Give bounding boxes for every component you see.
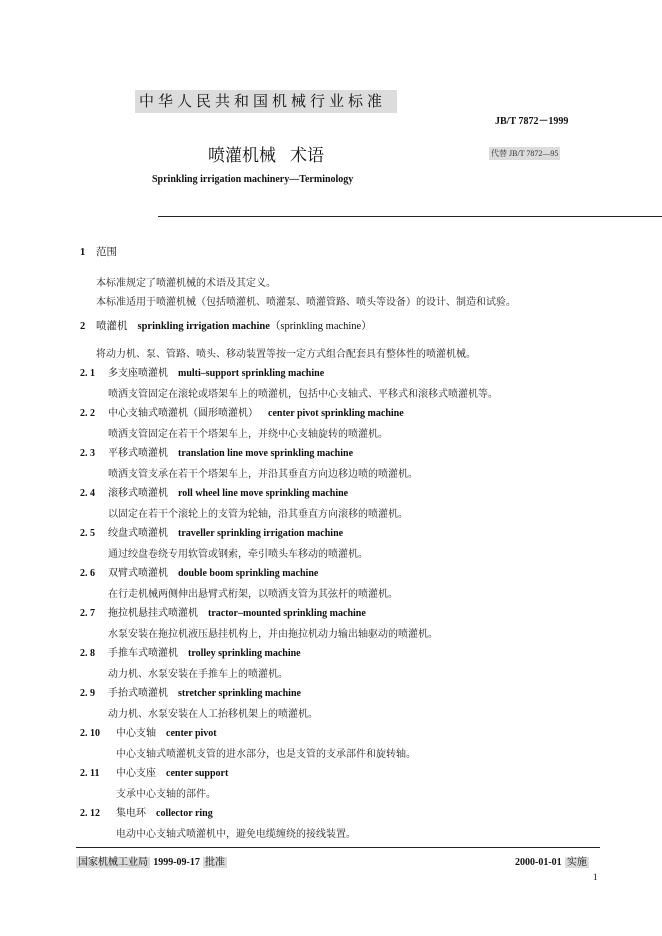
header-divider: [158, 216, 662, 217]
term-heading: [80, 484, 348, 499]
standard-number: JB/T 7872－1999: [495, 116, 569, 127]
term-definition: 以固定在若干个滚轮上的支管为轮轴，沿其垂直方向滚移的喷灌机。: [108, 509, 408, 520]
footer-effective: [515, 853, 589, 868]
term-number: 2. 6: [80, 568, 95, 579]
section-title: 范围: [96, 246, 117, 258]
term-number: 2. 8: [80, 648, 95, 659]
term-number: 2. 5: [80, 528, 95, 539]
term-en: center support: [166, 768, 229, 779]
title-part-2: 术语: [290, 146, 324, 166]
section-number: 1: [80, 247, 86, 258]
term-en: multi–support sprinkling machine: [178, 368, 325, 379]
issue-date: 1999-09-17: [153, 857, 200, 868]
term-cn: 中心支轴式喷灌机（圆形喷灌机）: [108, 408, 258, 419]
term-heading: [80, 724, 217, 739]
term-en: double boom sprinkling machine: [178, 568, 319, 579]
term-number: 2. 7: [80, 608, 95, 619]
term-definition: 喷洒支管固定在滚轮或塔架车上的喷灌机，包括中心支轴式、平移式和滚移式喷灌机等。: [108, 389, 498, 400]
standard-category-band: 中华人民共和国机械行业标准: [135, 90, 397, 113]
term-cn: 中心支座: [116, 768, 156, 779]
footer-issue: [76, 853, 227, 868]
section-title-cn: 喷灌机: [96, 320, 128, 332]
term-heading: [80, 604, 366, 619]
section-1-paragraph: 本标准规定了喷灌机械的术语及其定义。: [96, 278, 276, 289]
term-cn: 平移式喷灌机: [108, 448, 168, 459]
term-number: 2. 3: [80, 448, 95, 459]
section-2-paragraph: 将动力机、泵、管路、喷头、移动装置等按一定方式组合配套具有整体性的喷灌机械。: [96, 349, 476, 360]
term-number: 2. 1: [80, 368, 95, 379]
term-heading: [80, 404, 404, 419]
term-heading: [80, 804, 213, 819]
term-number: 2. 12: [80, 808, 100, 819]
section-1-paragraph: 本标准适用于喷灌机械（包括喷灌机、喷灌泵、喷灌管路、喷头等设备）的设计、制造和试验。: [96, 297, 516, 308]
replaces-note: 代替 JB/T 7872—95: [491, 149, 559, 158]
term-en: center pivot: [166, 728, 217, 739]
page-number: 1: [593, 872, 598, 882]
term-en: roll wheel line move sprinkling machine: [178, 488, 349, 499]
term-definition: 在行走机械两侧伸出悬臂式桁架，以喷洒支管为其弦杆的喷灌机。: [108, 589, 398, 600]
term-en: translation line move sprinkling machine: [178, 448, 354, 459]
term-heading: [80, 764, 228, 779]
term-heading: [80, 644, 301, 659]
term-heading: [80, 524, 343, 539]
term-heading: [80, 684, 301, 699]
english-title: Sprinkling irrigation machinery—Terminology: [152, 174, 354, 185]
term-heading: [80, 364, 324, 379]
term-cn: 拖拉机悬挂式喷灌机: [108, 608, 198, 619]
term-definition: 动力机、水泵安装在人工抬移机架上的喷灌机。: [108, 709, 318, 720]
term-cn: 中心支轴: [116, 728, 156, 739]
term-en: collector ring: [156, 808, 213, 819]
term-cn: 集电环: [116, 808, 146, 819]
effective-date: 2000-01-01: [515, 857, 562, 868]
term-definition: 电动中心支轴式喷灌机中，避免电缆缠绕的接线装置。: [116, 829, 356, 840]
issue-label: 批准: [205, 857, 226, 868]
term-number: 2. 2: [80, 408, 95, 419]
term-en: stretcher sprinkling machine: [178, 688, 301, 699]
term-heading: [80, 564, 318, 579]
term-definition: 中心支轴式喷灌机支管的进水部分，也是支管的支承部件和旋转轴。: [116, 749, 416, 760]
term-heading: [80, 444, 353, 459]
section-1-heading: [80, 244, 117, 259]
term-cn: 滚移式喷灌机: [108, 488, 168, 499]
title-part-1: 喷灌机械: [208, 146, 276, 166]
term-en: trolley sprinkling machine: [188, 648, 301, 659]
term-definition: 动力机、水泵安装在手推车上的喷灌机。: [108, 669, 288, 680]
term-definition: 水泵安装在拖拉机液压悬挂机构上，并由拖拉机动力输出轴驱动的喷灌机。: [108, 629, 438, 640]
term-definition: 喷洒支管支承在若干个塔架车上，并沿其垂直方向边移边喷的喷灌机。: [108, 469, 418, 480]
term-definition: 支承中心支轴的部件。: [116, 789, 216, 800]
term-cn: 双臂式喷灌机: [108, 568, 168, 579]
term-en: traveller sprinkling irrigation machine: [178, 528, 344, 539]
term-definition: 喷洒支管固定在若干个塔架车上，并绕中心支轴旋转的喷灌机。: [108, 429, 388, 440]
term-number: 2. 10: [80, 728, 100, 739]
term-number: 2. 9: [80, 688, 95, 699]
section-title-en: sprinkling irrigation machine: [137, 321, 270, 332]
term-en: center pivot sprinkling machine: [268, 408, 404, 419]
term-number: 2. 4: [80, 488, 95, 499]
issuer: 国家机械工业局: [78, 857, 148, 868]
section-title-alt: （sprinkling machine）: [269, 321, 372, 332]
section-2-heading: [80, 318, 372, 333]
term-definition: 通过绞盘卷绕专用软管或钢索，牵引喷头车移动的喷灌机。: [108, 549, 368, 560]
effective-label: 实施: [566, 857, 587, 868]
term-number: 2. 11: [80, 768, 100, 779]
term-cn: 手推车式喷灌机: [108, 648, 178, 659]
term-cn: 绞盘式喷灌机: [108, 528, 168, 539]
document-title: [208, 141, 324, 166]
term-en: tractor–mounted sprinkling machine: [208, 608, 366, 619]
footer-divider: [76, 847, 600, 848]
term-cn: 手抬式喷灌机: [108, 688, 168, 699]
term-cn: 多支座喷灌机: [108, 368, 168, 379]
section-number: 2: [80, 321, 86, 332]
